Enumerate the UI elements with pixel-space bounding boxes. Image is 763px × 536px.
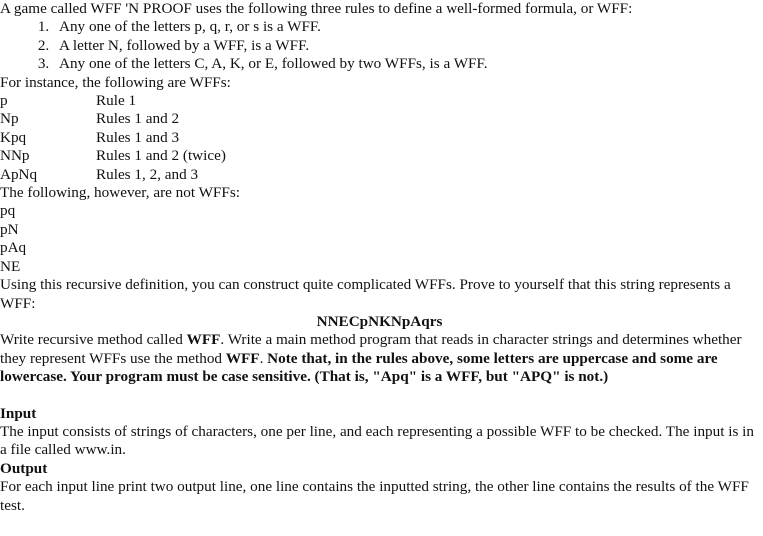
- complex-wff-example: NNECpNKNpAqrs: [316, 312, 443, 330]
- non-wff-list: [0, 202, 759, 276]
- example-rule: Rule 1: [96, 92, 137, 110]
- output-heading: Output: [0, 459, 48, 477]
- rule-item: 2. A letter N, followed by a WFF, is a WFF.: [53, 37, 759, 55]
- rules-list: [29, 18, 759, 73]
- non-wff-item: pq: [0, 202, 16, 220]
- example-row: [0, 147, 759, 165]
- example-term: Np: [0, 110, 19, 128]
- method-name: WFF: [186, 331, 221, 349]
- example-rule: Rules 1, 2, and 3: [96, 165, 199, 183]
- output-description: For each input line print two output line, one line contains the inputted string, the other line contains the results of the WFF test.: [0, 478, 749, 514]
- examples-table: [0, 92, 759, 184]
- rule-item: 3. Any one of the letters C, A, K, or E, followed by two WFFs, is a WFF.: [53, 55, 759, 73]
- input-description: The input consists of strings of characters, one per line, and each representing a possible WFF to be checked. The input is in a file called www.in.: [0, 422, 754, 459]
- spacer: [0, 387, 759, 405]
- not-wff-intro: The following, however, are not WFFs:: [0, 184, 240, 202]
- input-heading: Input: [0, 404, 37, 422]
- instance-intro: For instance, the following are WFFs:: [0, 73, 231, 91]
- example-term: ApNq: [0, 165, 38, 183]
- case-sensitivity-note: Note that, in the rules above, some letters are uppercase and some are lowercase. Your program must be case sensitive. (That is, "Apq" is a WFF, but "APQ" is not.): [0, 349, 718, 386]
- task-text: .: [259, 349, 268, 367]
- example-rule: Rules 1 and 2 (twice): [96, 147, 226, 165]
- task-paragraph: [0, 331, 759, 386]
- task-text: . Write a main method program that reads in character strings and determines whether they represent WFFs use the method: [0, 331, 742, 367]
- example-row: [0, 110, 759, 128]
- recursive-paragraph: Using this recursive definition, you can construct quite complicated WFFs. Prove to yourself that this string represents a WFF:: [0, 276, 731, 312]
- rule-item: 1. Any one of the letters p, q, r, or s is a WFF.: [53, 18, 759, 36]
- intro-text: A game called WFF 'N PROOF uses the following three rules to define a well-formed formula, or WFF:: [0, 0, 633, 17]
- non-wff-item: pAq: [0, 239, 27, 257]
- example-row: [0, 129, 759, 147]
- example-rule: Rules 1 and 3: [96, 128, 180, 146]
- example-term: p: [0, 92, 8, 110]
- example-rule: Rules 1 and 2: [96, 110, 180, 128]
- non-wff-item: pN: [0, 220, 19, 238]
- example-term: Kpq: [0, 128, 27, 146]
- non-wff-item: NE: [0, 257, 21, 275]
- example-row: [0, 92, 759, 110]
- example-row: [0, 166, 759, 184]
- task-text: Write recursive method called: [0, 331, 187, 349]
- example-term: NNp: [0, 147, 30, 165]
- method-name: WFF: [225, 349, 260, 367]
